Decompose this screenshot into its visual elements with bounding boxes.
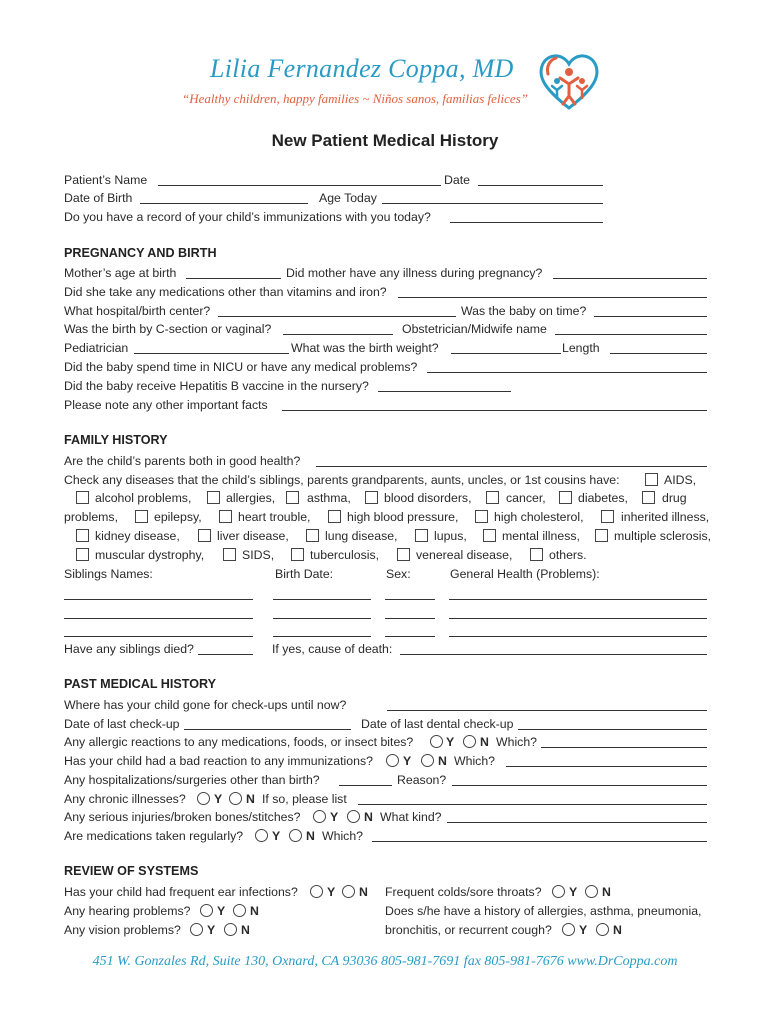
- practice-tagline: “Healthy children, happy families ~ Niños sanos, familias felices”: [182, 91, 528, 106]
- label: Did the baby receive Hepatitis B vaccine in the nursery?: [64, 379, 369, 393]
- sibling-entry-row: [0, 622, 770, 641]
- disease-row-4: [0, 527, 770, 546]
- yes-label: Y: [403, 754, 412, 768]
- label: lupus,: [434, 529, 467, 543]
- allergic-yes-radio[interactable]: [430, 735, 443, 748]
- past-row: [0, 696, 770, 715]
- muscular-dystrophy-checkbox[interactable]: [76, 548, 89, 561]
- disease-row-2: [0, 489, 770, 508]
- label: Check any diseases that the child’s siblings, parents grandparents, aunts, uncles, or 1st cousins have:: [64, 473, 620, 487]
- label: mental illness,: [502, 529, 580, 543]
- disease-row-5: [0, 546, 770, 565]
- yes-label: Y: [569, 885, 578, 899]
- review-row: [0, 883, 770, 902]
- epilepsy-checkbox[interactable]: [135, 510, 148, 523]
- reaction-which-field[interactable]: [506, 766, 707, 767]
- heart-trouble-checkbox[interactable]: [219, 510, 232, 523]
- label: Where has your child gone for check-ups until now?: [64, 698, 347, 712]
- siblings-died-field[interactable]: [198, 654, 253, 655]
- no-label: N: [246, 792, 255, 806]
- no-label: N: [438, 754, 447, 768]
- label: cancer,: [506, 491, 546, 505]
- review-row: [0, 902, 770, 921]
- label: If so, please list: [262, 792, 347, 806]
- yes-label: Y: [214, 792, 223, 806]
- no-label: N: [241, 923, 250, 937]
- pregnancy-row: [0, 339, 770, 358]
- no-label: N: [613, 923, 622, 937]
- yes-label: Y: [446, 735, 455, 749]
- date-field[interactable]: [478, 185, 603, 186]
- label: SIDS,: [242, 548, 275, 562]
- mother-age-field[interactable]: [186, 278, 281, 279]
- sibling-name-field[interactable]: [64, 599, 253, 600]
- label: epilepsy,: [154, 510, 202, 524]
- label: Did she take any medications other than vitamins and iron?: [64, 285, 387, 299]
- disease-row-3: [0, 508, 770, 527]
- label: Did the baby spend time in NICU or have any medical problems?: [64, 360, 418, 374]
- label: lung disease,: [325, 529, 398, 543]
- sibling-sex-field[interactable]: [385, 599, 435, 600]
- label: Reason?: [397, 773, 447, 787]
- colds-no-radio[interactable]: [585, 885, 598, 898]
- label: bronchitis, or recurrent cough?: [385, 923, 552, 937]
- label: high blood pressure,: [347, 510, 459, 524]
- label: Any chronic illnesses?: [64, 792, 186, 806]
- inherited-illness-checkbox[interactable]: [601, 510, 614, 523]
- venereal-disease-checkbox[interactable]: [397, 548, 410, 561]
- label: allergies,: [226, 491, 276, 505]
- label: Which?: [322, 829, 364, 843]
- sibling-birthdate-field[interactable]: [273, 636, 371, 637]
- sibling-name-field[interactable]: [64, 636, 253, 637]
- others-checkbox[interactable]: [530, 548, 543, 561]
- meds-which-field[interactable]: [372, 841, 707, 842]
- label: liver disease,: [217, 529, 289, 543]
- diabetes-checkbox[interactable]: [559, 491, 572, 504]
- sibling-health-field[interactable]: [449, 599, 707, 600]
- label: Which?: [496, 735, 538, 749]
- label: Has your child had frequent ear infections?: [64, 885, 298, 899]
- pregnancy-row: [0, 377, 770, 396]
- label: multiple sclerosis,: [614, 529, 712, 543]
- family-heading: FAMILY HISTORY: [64, 433, 168, 447]
- yes-label: Y: [330, 810, 339, 824]
- hepb-field[interactable]: [378, 391, 511, 392]
- siblings-died-row: [0, 640, 770, 659]
- siblings-header-row: [0, 565, 770, 584]
- label: Frequent colds/sore throats?: [385, 885, 542, 899]
- label: heart trouble,: [238, 510, 311, 524]
- label: Did mother have any illness during pregnancy?: [286, 266, 543, 280]
- dob-row: [0, 189, 770, 208]
- no-label: N: [480, 735, 489, 749]
- lupus-checkbox[interactable]: [415, 529, 428, 542]
- other-facts-field[interactable]: [282, 410, 707, 411]
- label: Which?: [454, 754, 496, 768]
- pregnancy-row: [0, 264, 770, 283]
- practice-address-footer: 451 W. Gonzales Rd, Suite 130, Oxnard, CA 93036 805-981-7691 fax 805-981-7676 www.DrCoppa.com: [92, 954, 678, 969]
- csection-field[interactable]: [283, 334, 393, 335]
- cholesterol-checkbox[interactable]: [475, 510, 488, 523]
- sibling-sex-field[interactable]: [385, 636, 435, 637]
- pediatrician-field[interactable]: [134, 353, 289, 354]
- label: Siblings Names:: [64, 567, 153, 581]
- form-title: New Patient Medical History: [271, 131, 499, 150]
- blood-disorders-checkbox[interactable]: [365, 491, 378, 504]
- hearing-yes-radio[interactable]: [200, 904, 213, 917]
- reaction-no-radio[interactable]: [421, 754, 434, 767]
- tuberculosis-checkbox[interactable]: [291, 548, 304, 561]
- hospital-field[interactable]: [218, 316, 456, 317]
- reason-field[interactable]: [452, 785, 707, 786]
- label: Length: [562, 341, 600, 355]
- label: blood disorders,: [384, 491, 472, 505]
- past-row: [0, 715, 770, 734]
- no-label: N: [250, 904, 259, 918]
- cause-of-death-field[interactable]: [400, 654, 707, 655]
- immunization-field[interactable]: [450, 222, 603, 223]
- label: Mother’s age at birth: [64, 266, 177, 280]
- sibling-birthdate-field[interactable]: [273, 599, 371, 600]
- review-row: [0, 921, 770, 940]
- label: Any hospitalizations/surgeries other than birth?: [64, 773, 320, 787]
- label: kidney disease,: [95, 529, 180, 543]
- vision-yes-radio[interactable]: [190, 923, 203, 936]
- label: Are medications taken regularly?: [64, 829, 244, 843]
- allergic-no-radio[interactable]: [463, 735, 476, 748]
- allergic-which-field[interactable]: [541, 747, 707, 748]
- label: Age Today: [319, 191, 377, 205]
- sibling-health-field[interactable]: [449, 636, 707, 637]
- ear-no-radio[interactable]: [342, 885, 355, 898]
- label: Was the baby on time?: [461, 304, 587, 318]
- last-dental-field[interactable]: [518, 729, 707, 730]
- label: inherited illness,: [621, 510, 710, 524]
- no-label: N: [364, 810, 373, 824]
- immunization-row: [0, 208, 770, 227]
- liver-disease-checkbox[interactable]: [198, 529, 211, 542]
- reaction-yes-radio[interactable]: [386, 754, 399, 767]
- pregnancy-row: [0, 396, 770, 415]
- yes-label: Y: [272, 829, 281, 843]
- past-row: [0, 790, 770, 809]
- label: Was the birth by C-section or vaginal?: [64, 322, 272, 336]
- allergies-checkbox[interactable]: [207, 491, 220, 504]
- label: Obstetrician/Midwife name: [402, 322, 547, 336]
- label: Date: [444, 173, 470, 187]
- label: venereal disease,: [416, 548, 513, 562]
- pregnancy-heading: PREGNANCY AND BIRTH: [64, 246, 217, 260]
- no-label: N: [602, 885, 611, 899]
- label: Date of Birth: [64, 191, 133, 205]
- label: General Health (Problems):: [450, 567, 600, 581]
- chronic-list-field[interactable]: [358, 804, 707, 805]
- multiple-sclerosis-checkbox[interactable]: [595, 529, 608, 542]
- label: Do you have a record of your child’s immunizations with you today?: [64, 210, 431, 224]
- past-row: [0, 733, 770, 752]
- sibling-entry-row: [0, 604, 770, 623]
- age-field[interactable]: [382, 203, 603, 204]
- on-time-field[interactable]: [594, 316, 707, 317]
- label: muscular dystrophy,: [95, 548, 205, 562]
- yes-label: Y: [327, 885, 336, 899]
- past-row: [0, 827, 770, 846]
- meds-yes-radio[interactable]: [255, 829, 268, 842]
- label: Does s/he have a history of allergies, asthma, pneumonia,: [385, 904, 702, 918]
- label: high cholesterol,: [494, 510, 584, 524]
- parents-health-field[interactable]: [316, 466, 707, 467]
- mother-illness-field[interactable]: [553, 278, 707, 279]
- label: Have any siblings died?: [64, 642, 194, 656]
- label: Are the child’s parents both in good health?: [64, 454, 301, 468]
- label: Any hearing problems?: [64, 904, 191, 918]
- label: tuberculosis,: [310, 548, 380, 562]
- label: Sex:: [386, 567, 411, 581]
- chronic-yes-radio[interactable]: [197, 792, 210, 805]
- past-history-heading: PAST MEDICAL HISTORY: [64, 677, 217, 691]
- bronchitis-no-radio[interactable]: [596, 923, 609, 936]
- bronchitis-yes-radio[interactable]: [562, 923, 575, 936]
- injuries-no-radio[interactable]: [347, 810, 360, 823]
- vision-no-radio[interactable]: [224, 923, 237, 936]
- heart-family-icon: [536, 48, 602, 114]
- length-field[interactable]: [610, 353, 707, 354]
- label: Patient’s Name: [64, 173, 148, 187]
- past-row: [0, 752, 770, 771]
- sids-checkbox[interactable]: [223, 548, 236, 561]
- label: Please note any other important facts: [64, 398, 268, 412]
- drug-checkbox[interactable]: [642, 491, 655, 504]
- blood-pressure-checkbox[interactable]: [328, 510, 341, 523]
- lung-disease-checkbox[interactable]: [306, 529, 319, 542]
- no-label: N: [306, 829, 315, 843]
- label: Pediatrician: [64, 341, 129, 355]
- label: drug: [662, 491, 687, 505]
- yes-label: Y: [579, 923, 588, 937]
- kidney-disease-checkbox[interactable]: [76, 529, 89, 542]
- label: problems,: [64, 510, 118, 524]
- no-label: N: [359, 885, 368, 899]
- sibling-entry-row: [0, 585, 770, 604]
- label: What kind?: [380, 810, 442, 824]
- pregnancy-row: [0, 358, 770, 377]
- label: others.: [549, 548, 587, 562]
- hospitalizations-field[interactable]: [339, 785, 392, 786]
- label: AIDS,: [664, 473, 697, 487]
- label: diabetes,: [578, 491, 628, 505]
- injuries-yes-radio[interactable]: [313, 810, 326, 823]
- colds-yes-radio[interactable]: [552, 885, 565, 898]
- checkups-field[interactable]: [387, 710, 707, 711]
- alcohol-checkbox[interactable]: [76, 491, 89, 504]
- meds-no-radio[interactable]: [289, 829, 302, 842]
- sibling-health-field[interactable]: [449, 618, 707, 619]
- label: Any vision problems?: [64, 923, 181, 937]
- label: What was the birth weight?: [291, 341, 439, 355]
- yes-label: Y: [207, 923, 216, 937]
- label: What hospital/birth center?: [64, 304, 211, 318]
- past-row: [0, 771, 770, 790]
- obstetrician-field[interactable]: [555, 334, 707, 335]
- label: Any allergic reactions to any medications, foods, or insect bites?: [64, 735, 414, 749]
- asthma-checkbox[interactable]: [286, 491, 299, 504]
- pregnancy-row: [0, 283, 770, 302]
- nicu-field[interactable]: [427, 372, 707, 373]
- patient-name-row: [0, 171, 770, 190]
- aids-checkbox[interactable]: [645, 473, 658, 486]
- review-heading: REVIEW OF SYSTEMS: [64, 864, 199, 878]
- patient-name-field[interactable]: [158, 185, 441, 186]
- past-row: [0, 808, 770, 827]
- dob-field[interactable]: [140, 203, 308, 204]
- ear-yes-radio[interactable]: [310, 885, 323, 898]
- label: If yes, cause of death:: [272, 642, 393, 656]
- hearing-no-radio[interactable]: [233, 904, 246, 917]
- mental-illness-checkbox[interactable]: [483, 529, 496, 542]
- sibling-birthdate-field[interactable]: [273, 618, 371, 619]
- sibling-name-field[interactable]: [64, 618, 253, 619]
- label: Date of last check-up: [64, 717, 180, 731]
- last-checkup-field[interactable]: [184, 729, 351, 730]
- label: Any serious injuries/broken bones/stitches?: [64, 810, 301, 824]
- family-row: [0, 452, 770, 471]
- label: Birth Date:: [275, 567, 334, 581]
- pregnancy-row: [0, 320, 770, 339]
- cancer-checkbox[interactable]: [486, 491, 499, 504]
- practice-name: Lilia Fernandez Coppa, MD: [210, 54, 514, 83]
- label: asthma,: [307, 491, 351, 505]
- chronic-no-radio[interactable]: [229, 792, 242, 805]
- disease-row-1: [0, 471, 770, 490]
- birth-weight-field[interactable]: [451, 353, 561, 354]
- yes-label: Y: [217, 904, 226, 918]
- label: Has your child had a bad reaction to any immunizations?: [64, 754, 373, 768]
- label: Date of last dental check-up: [361, 717, 514, 731]
- medications-field[interactable]: [398, 297, 707, 298]
- pregnancy-row: [0, 302, 770, 321]
- sibling-sex-field[interactable]: [385, 618, 435, 619]
- label: alcohol problems,: [95, 491, 192, 505]
- injuries-kind-field[interactable]: [447, 822, 707, 823]
